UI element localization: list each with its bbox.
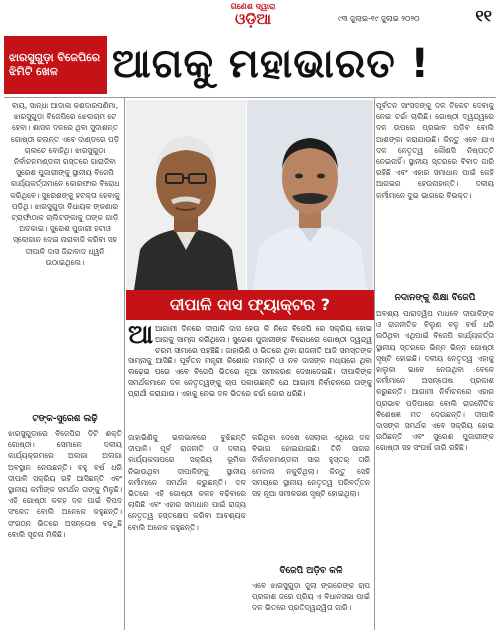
header-divider (4, 97, 496, 98)
drop-cap: ଆ (128, 324, 154, 350)
intro-text: ବାୟ, ସାନ୍ଧା ଆଦାଳା କଶଦାରପଣିମା, ଝାରସୁଗୁଡ଼ା ବିଜେପିରେ ଝେଲଚାମ ଟେ ହେବା। ଶାସକ ଦଳରେ ଥିବା ସୁଦାଶନ୍ତ ଗୋଷ୍ଠୀ କଲନ୍ତ ଏବେ ଦାଣ୍ଡରେ ପଡ଼ି ଚାଲଚେ ବୋହିଥି। ଝାରସୁଗୁଡ଼ା ନିର୍ବାଚନମଣ୍ଡଳୀ ଗସ୍ତରେ ଗାରାଜିବା ସୁରେଶ ପୁଜାରୀଙ୍କୁ ସ୍ଥାନୀୟ ବିଜେପି କାର୍ଯ୍ୟକର୍ତ୍ତାମାନେ କୋରଫାର ବିରୋଧ କରିଥିବେ। ସୁରେଶଙ୍କୁ ହଟକ୍ତା ହେବାକୁ ପଡ଼ିଥି। ଝାରସୁଗୁଡ଼ା ବିଧାୟକ ଙ୍କଣାର ଟ୍ରାଫାଁଠାକ ଚାଲିଟଙ୍କାକୁ ତାଙ୍କ ଗାଡ଼ି ଅଚକାଇ। ସୁରେଶ ପୁଜାରୀ ହଟାଓ ସ୍ଲୋଗାନ ଦେଇ ନାରାବାଜି କରିବା ସହ ଦୀପାଳି ଦାସ ଜିନ୍ଦାବାଦ ଧ୍ୱନି ଉଠାଇଥିଲେ। (10, 101, 120, 267)
photo-right-illustration (247, 100, 373, 290)
kicker-label (4, 36, 107, 94)
page-number: ୧୧ (475, 6, 492, 25)
subheadline: ଦୀପାଳି ଦାସ ଫ୍ୟାକ୍ଟର ? (126, 290, 374, 320)
section-head-left: ଟଙ୍କ-ସୁରେଶ ଲଢ଼ି (32, 414, 98, 424)
right-top-text: ପୂର୍ବତନ ସାଂସଦଙ୍କୁ ଦଳ ଟିକେଟ ଦେବାକୁ ନେଇ ଚର୍ଚ୍ଚା ଚାଲିଛି। ଗୋଷ୍ଠୀ ଦ୍ୱନ୍ଦ୍ୱରେ ଦଳ ଉପରେ ପ୍ରଭାବ ପଡ଼ିବ ବୋଲି ଆଶଙ୍କା କରାଯାଉଛି। କିନ୍ତୁ ଏବେ ଯାଏ ଦଳ ନେତୃତ୍ୱ କୌଣସି ନିଷ୍ପତ୍ତି ନେଇନାହିଁ। ସ୍ଥାନୀୟ ସ୍ତରରେ ବିବାଦ ଜାରି ରହିଛି ଏବଂ ଏହାର ସମାଧାନ ପାଇଁ କେହି ଆଗଭର ହେଉନାହାନ୍ତି। ଦଳୀୟ କର୍ମୀମାନେ ଦୁଇ ଭାଗରେ ବିଭକ୍ତ। (376, 101, 494, 200)
photo-right-man (247, 100, 373, 290)
left-bottom-column (8, 428, 122, 630)
photo-left-illustration (126, 100, 246, 290)
kicker-text: ଝାରସୁଗୁଡ଼ା ବିଜେପିରେ ଝିମିଟି ଖେଳ (9, 51, 101, 78)
brand-name: ଓଡ଼ିଆ (235, 10, 271, 28)
intro-column (8, 100, 122, 410)
left-bottom-text: ଝାରସୁଗୁଡ଼ାରେ ବିଜେପିର ଦିଟି ଶକ୍ତି ଗୋଷ୍ଠୀ। ସେମାନେ ଦଳୀୟ କାର୍ଯ୍ୟକ୍ରମରେ ଅଲଗା ଅଲଗା ଅବସ୍ଥାନ ନେଉଛନ୍ତି। ବହୁ ବର୍ଷ ଧରି ଦୀପାଳି ସକ୍ରିୟ ରହି ଆସିଛନ୍ତି ଏବଂ ସ୍ଥାନୀୟ କର୍ମୀଙ୍କ ସମର୍ଥନ ତାଙ୍କୁ ମିଳୁଛି। ଏହି ଗୋଷ୍ଠୀ କଳହ ଦଳ ପାଇଁ ବିପଦ ସଂକେତ ବୋଲି ଅନେକେ କହୁଛନ୍ତି। ସଂଗଠନ ଭିତରେ ଅସନ୍ତୋଷ ବଢ଼ୁଛି ବୋଲି ସୂଚନା ମିଳିଛି। (8, 429, 122, 539)
photo-left-man (126, 100, 246, 290)
right-bottom-column (376, 308, 494, 630)
right-bottom-text: ଅବଶ୍ୟ ପାରାଦ୍ୱିପ ମାଧବେ ଦୀପାଳିଙ୍କ ଓ ରାଜନୀତିକ ବିଲୁଣ ବଳୁ ବର୍ଷ ଧରି ଉଠିଥିବା ଏଥିପାଇଁ ବିଜେପି କାର୍ଯ୍ୟକର୍ତ୍ତା ସ୍ଥାନୀୟ ସ୍ତରରେ ଭିନ୍ନ ଭିନ୍ନ ଗୋଷ୍ଠୀ ସୃଷ୍ଟି ହୋଇଛି। ଦଳୀୟ ନେତୃତ୍ୱ ଏହାକୁ ହାଲୁକା ଭାବେ ନେଉଥିବା ବେଳେ କର୍ମୀମାନେ ଅସନ୍ତୋଷ ପ୍ରକାଶ କରୁଛନ୍ତି। ଆଗାମୀ ନିର୍ବାଚନରେ ଏହାର ପ୍ରଭାବ ପଡ଼ିପାରେ ବୋଲି ରାଜନୈତିକ ବିଶେଷଜ୍ଞ ମତ ଦେଉଛନ୍ତି। ଦୀପାଳି ଦାସଙ୍କ ସମର୍ଥକ ଏବେ ସକ୍ରିୟ ହୋଇ ଉଠିଛନ୍ତି ଏବଂ ସୁରେଶ ପୁଜାରୀଙ୍କ ଗୋଷ୍ଠୀ ସହ ସଂଘର୍ଷ ଜାରି ରହିଛି। (376, 309, 494, 453)
column-divider-left (124, 98, 125, 630)
column-divider-right (374, 98, 375, 630)
middle-column-2 (252, 432, 370, 542)
middle-text-1: ଜାହାଭିଣିକୁ ଭଲଭାବରେ ବୁଝିଛନ୍ତି ଦୀପାଳି। ପୂର୍ବ ରାଜନୀତି ଓ ଦଳୀୟ କାର୍ଯ୍ୟକଳାପରେ ସକ୍ରିୟ ଭୂମିକା ନିଭାଉଥିବା ଦୀପାଳିଙ୍କୁ ସ୍ଥାନୀୟ କର୍ମୀମାନେ ସମର୍ଥନ କରୁଛନ୍ତି। ଦଳ ଭିତରେ ଏହି ଗୋଷ୍ଠୀ କଳହ ବଢ଼ିବାରେ ଲାଗିଛି ଏବଂ ଏହାର ସମାଧାନ ପାଇଁ ରାଜ୍ୟ ନେତୃତ୍ୱ ହସ୍ତକ୍ଷେପ କରିବା ଆବଶ୍ୟକ ବୋଲି ଅନେକ କହୁଛନ୍ତି। (128, 433, 246, 532)
middle-text-2: କରିଥିବା ଦେଖେ ସେଲାକା ଏଥିରେ ଦଳ ବିଭାଗ ହୋଇଯାଇଛି। ତିନି ସାଗର ନିର୍ବାଚନମଣ୍ଡଳୀ ସାର ହୁସ୍ତର୍ ତାରି ମେଦାଲ ନକୁଚିଥିଲା। କିନ୍ତୁ ସେହି ସମୟରେ ସ୍ଥାନୀୟ ନେତୃତ୍ୱ ପରିବର୍ତ୍ତନ ସହ ନୂଆ ସମୀକରଣ ସୃଷ୍ଟି ହୋଇଥିଲା। (252, 433, 370, 499)
lead-paragraph (128, 324, 372, 428)
headline: ଆଗକୁ ମହାଭାରତ ! (112, 41, 430, 87)
lead-text: ଆଗାମୀ ଦିନରେ ଦୀପାଳି ଦାସ ହେଉ କି ନିଜେ ବିଜେପି ରେ ସକ୍ରିୟ ହୋଇ ଆଗକୁ ସାମ୍ନା କରିଥିଲେ। ସୁରେଶ ପୁଜାରୀଙ୍କ ବିରୋଧରେ ଗୋଷ୍ଠୀ ଦ୍ୱନ୍ଦ୍ୱ ଚରମ ସୀମାରେ ପହଞ୍ଚିଛି। ଜାହାଭିଣି ଓ ଭିତରେ ଥିବା ରାଜନୀତି ଆଜି ସମସ୍ତଙ୍କ ସାମ୍ନାକୁ ଆସିଛି। ପୂର୍ବତନ ମନ୍ତ୍ରୀ କିଶୋର ମହାନ୍ତି ଓ ନବ ଦାସଙ୍କ ମଧ୍ୟରେ ଥିବା ଲଢ଼େଇ ପରେ ଏବେ ବିଜେପି ଭିତରେ ନୂଆ ସମୀକରଣ ଦେଖାଦେଇଛି। ଦୀପାଳିଙ୍କ ସମର୍ଥକମାନେ ଦଳ ନେତୃତ୍ୱଙ୍କୁ ଚାପ ପକାଉଛନ୍ତି ଯେ ଆଗାମୀ ନିର୍ବାଚନରେ ତାଙ୍କୁ ପ୍ରାର୍ଥୀ କରାଯାଉ। ଏହାକୁ ନେଇ ଦଳ ଭିତରେ ଚର୍ଚ୍ଚା ଜୋର ଧରିଛି। (128, 324, 372, 398)
middle-text-3: ଏବେ ଝାରସୁଗୁଡ଼ା ଜୁଲା ଙ୍ଗରେଙ୍କ ଚାପ ପ୍ରକାଶ ଜରେ ପ୍ରିୟ ଏ ବିଧାନସଭା ପାଇଁ ଦଳ ଭିତରେ ପ୍ରତିଦ୍ୱନ୍ଦ୍ୱିତା ଜାରି। (252, 581, 370, 613)
section-head-mid: ବିଜେପି ଅଡ଼ିବ କଳି (279, 566, 343, 576)
right-top-column (376, 100, 494, 288)
brand-tagline: ଗଣେଶ ଦ୍ୱାରା (230, 2, 276, 11)
brand-logo (218, 2, 288, 28)
middle-column-1 (128, 432, 246, 630)
middle-column-3 (252, 580, 370, 630)
section-head-right: ନଦାନଙ୍କୁ ଶିକ୍ଷା ବିଜେପି (394, 293, 476, 303)
issue-date: ୯୩ ଜୁଲାଇ-୧୯ ଜୁଲାଇ ୨୦୨୦ (338, 14, 420, 23)
masthead (0, 0, 500, 34)
